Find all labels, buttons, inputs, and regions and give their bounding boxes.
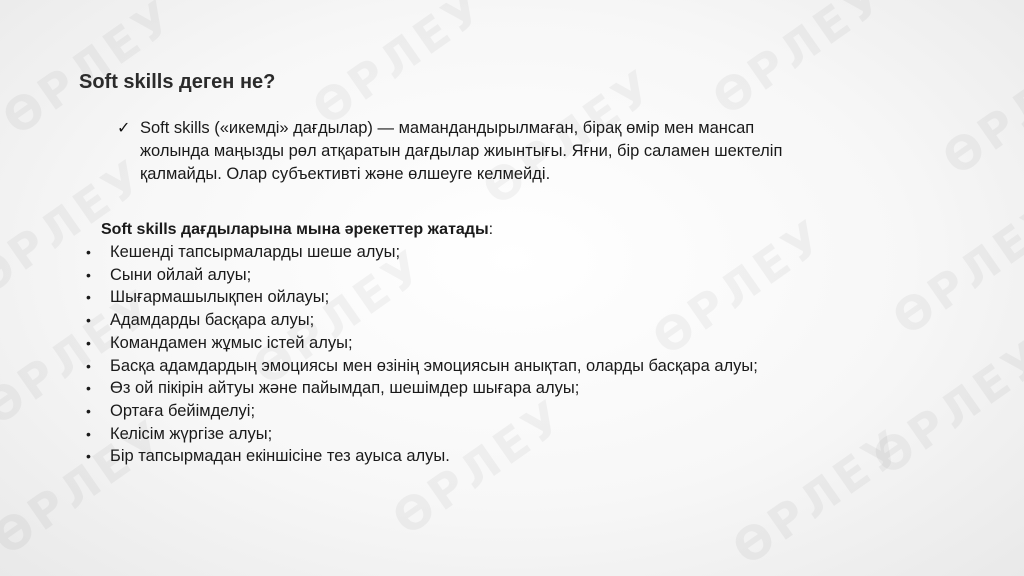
list-item-text: Сыни ойлай алуы; xyxy=(110,265,252,284)
list-item-text: Өз ой пікірін айтуы және пайымдап, шешімдер шығара алуы; xyxy=(110,379,580,398)
bullet-icon: • xyxy=(86,266,91,283)
list-item xyxy=(86,309,758,332)
bullet-icon: • xyxy=(86,402,91,419)
bullet-icon: • xyxy=(86,334,91,351)
list-item-text: Адамдарды басқара алуы; xyxy=(110,311,315,330)
watermark xyxy=(882,188,1024,346)
list-item xyxy=(86,400,758,423)
list-item-text: Кешенді тапсырмаларды шеше алуы; xyxy=(110,243,401,261)
bullet-icon: • xyxy=(86,357,91,374)
definition-block xyxy=(117,117,797,186)
skills-list xyxy=(86,241,758,468)
bullet-icon: • xyxy=(86,425,91,442)
list-heading-text: Soft skills дағдыларына мына әрекеттер жатады xyxy=(101,221,489,238)
list-item xyxy=(86,264,758,287)
list-item-text: Шығармашылықпен ойлауы; xyxy=(110,288,330,307)
list-item xyxy=(86,241,758,264)
slide-title: Soft skills деген не? xyxy=(79,71,276,93)
watermark xyxy=(932,28,1024,186)
list-heading xyxy=(101,219,493,241)
checkmark-icon: ✓ xyxy=(117,120,131,137)
bullet-icon: • xyxy=(86,244,91,260)
bullet-icon: • xyxy=(86,312,91,329)
list-item xyxy=(86,355,758,378)
list-heading-colon: : xyxy=(488,221,494,238)
watermark xyxy=(862,328,1024,486)
list-item xyxy=(86,377,758,400)
list-item-text: Басқа адамдардың эмоциясы мен өзінің эмоциясын анықтап, оларды басқара алуы; xyxy=(110,356,758,375)
list-item-text: Ортаға бейімделуі; xyxy=(110,401,256,420)
list-item-text: Бір тапсырмадан екіншісіне тез ауыса алуы. xyxy=(110,447,450,466)
bullet-icon: • xyxy=(86,380,91,397)
bullet-icon: • xyxy=(86,448,91,465)
list-item xyxy=(86,286,758,309)
list-item-text: Командамен жұмыс істей алуы; xyxy=(110,333,353,352)
definition-text: Soft skills («икемді» дағдылар) — мамандандырылмаған, бірақ өмір мен мансап жолында маңызды рөл атқаратын дағдылар жиынтығы. Яғни, бір саламен шектеліп қалмайды. Олар субъективті және өлшеуге келмейді. xyxy=(140,119,783,183)
list-item-text: Келісім жүргізе алуы; xyxy=(110,424,273,443)
watermark xyxy=(702,0,895,126)
bullet-icon: • xyxy=(86,289,91,306)
list-item xyxy=(86,423,758,446)
list-item xyxy=(86,445,758,468)
watermark xyxy=(302,0,495,136)
list-item xyxy=(86,332,758,355)
